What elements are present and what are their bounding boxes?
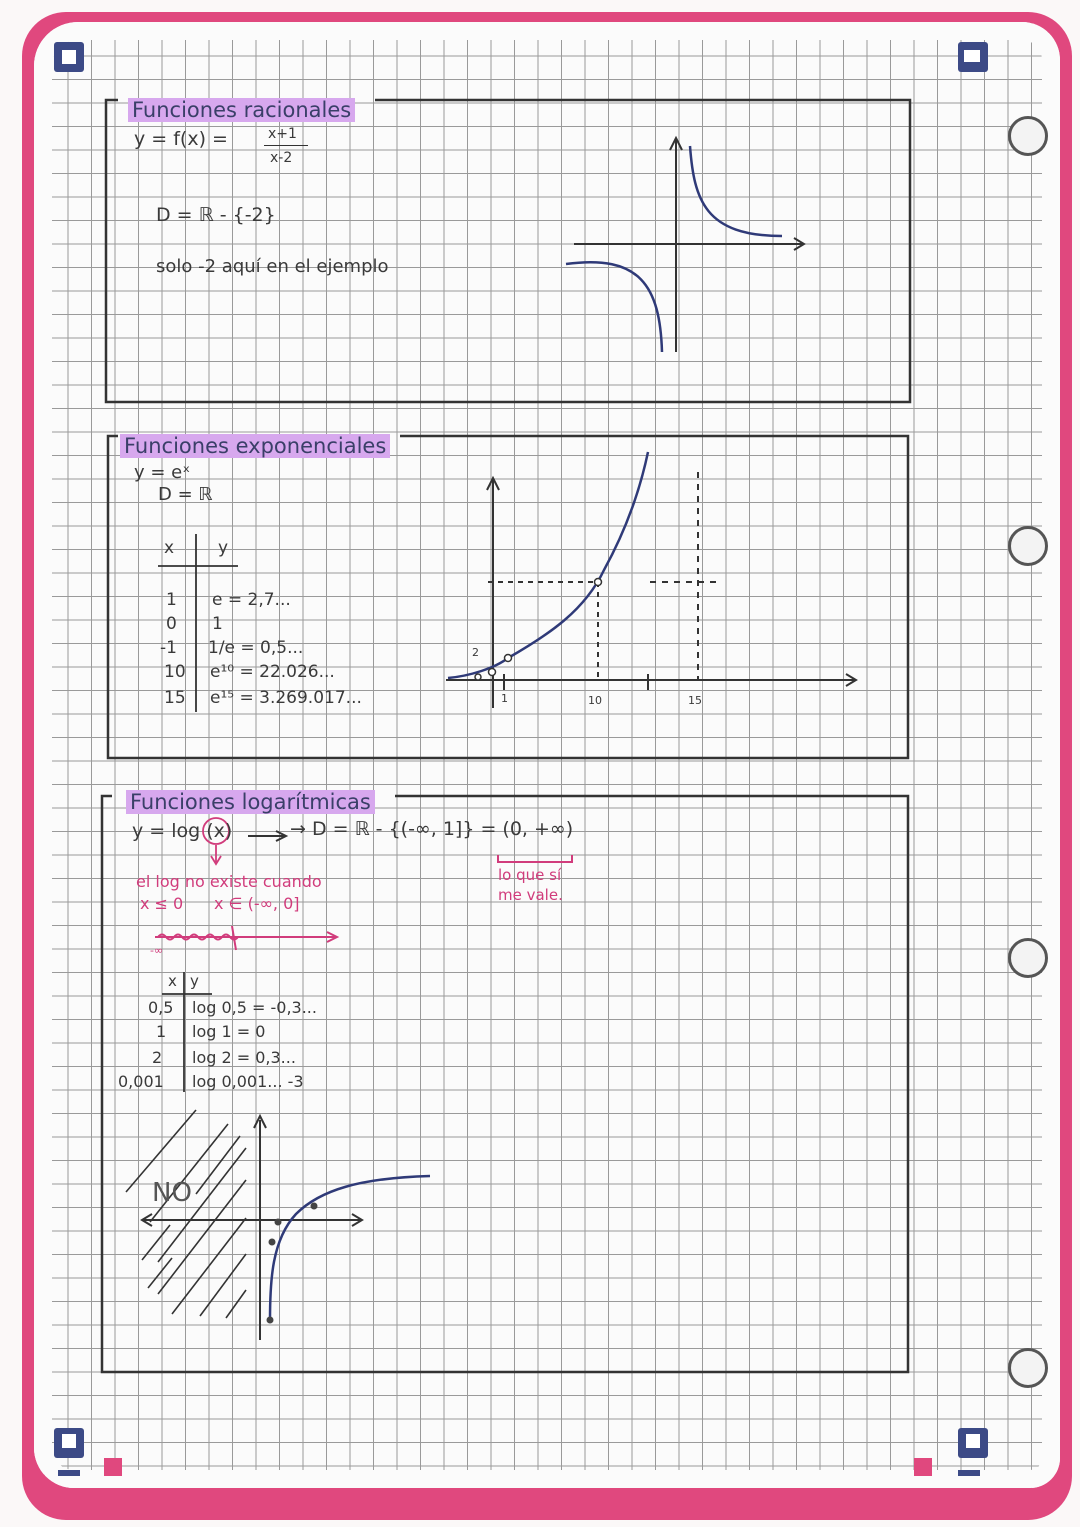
log-row-y: log 2 = 0,3...	[192, 1048, 296, 1067]
exp-row-x: 10	[164, 662, 186, 682]
exp-axis-label-2: 2	[472, 646, 479, 659]
rational-domain: D = ℝ - {-2}	[156, 204, 276, 226]
rational-graph	[574, 138, 804, 352]
rational-denominator: x-2	[270, 150, 293, 166]
exp-row-x: 0	[166, 614, 177, 634]
exp-row-x: 15	[164, 688, 186, 708]
log-row-x: 1	[156, 1022, 167, 1041]
rational-equation-lhs: y = f(x) =	[134, 128, 228, 150]
exp-row-y: e = 2,7...	[212, 590, 291, 610]
exp-row-x: 1	[166, 590, 177, 610]
exp-axis-label-15: 15	[688, 694, 702, 707]
exponential-equation: y = eˣ	[134, 462, 191, 483]
log-note-x-leq-0: x ≤ 0	[140, 894, 184, 913]
rational-numerator: x+1	[268, 126, 297, 142]
exp-table-header-x: x	[164, 538, 175, 558]
exp-axis-label-1: 1	[501, 692, 508, 705]
log-row-x: 2	[152, 1048, 163, 1067]
log-curve	[270, 1176, 430, 1320]
section-title-logaritmicas: Funciones logarítmicas	[126, 790, 375, 814]
log-equation: y = log (x)	[132, 820, 233, 842]
exponential-domain: D = ℝ	[158, 484, 213, 505]
log-note-right-2: me vale.	[498, 886, 563, 904]
log-table-header-x: x	[168, 972, 177, 990]
log-note-line1: el log no existe cuando	[136, 872, 322, 891]
log-number-line	[155, 926, 337, 950]
rational-curve-left	[566, 262, 662, 352]
log-graph-axes	[142, 1116, 362, 1340]
exp-table-header-y: y	[218, 538, 229, 558]
exp-row-y: 1	[212, 614, 223, 634]
exp-row-x: -1	[160, 638, 177, 658]
exp-row-y: e¹⁵ = 3.269.017...	[210, 688, 362, 708]
rational-curve-right	[690, 146, 782, 236]
log-row-x: 0,001	[118, 1072, 164, 1091]
log-row-y: log 1 = 0	[192, 1022, 266, 1041]
fraction-bar	[264, 145, 308, 146]
log-row-y: log 0,5 = -0,3...	[192, 998, 317, 1017]
log-note-interval: x ∈ (-∞, 0]	[214, 894, 300, 913]
number-line-label: -∞	[150, 944, 164, 957]
log-row-y: log 0,001... -3	[192, 1072, 304, 1091]
rational-note: solo -2 aquí en el ejemplo	[156, 256, 389, 277]
exponential-graph	[446, 472, 856, 708]
log-domain: → D = ℝ - {(-∞, 1]} = (0, +∞)	[290, 818, 574, 840]
log-row-x: 0,5	[148, 998, 174, 1017]
no-label: NO	[152, 1178, 192, 1208]
log-note-right-1: lo que sí	[498, 866, 562, 884]
log-graph-hatch	[126, 1110, 246, 1318]
exponential-curve	[448, 452, 648, 678]
domain-arrow	[248, 831, 286, 841]
exp-row-y: e¹⁰ = 22.026...	[210, 662, 335, 682]
log-table-header-y: y	[190, 972, 199, 990]
section-title-racionales: Funciones racionales	[128, 98, 355, 122]
exp-axis-label-10: 10	[588, 694, 602, 707]
exp-row-y: 1/e = 0,5...	[208, 638, 304, 658]
section-title-exponenciales: Funciones exponenciales	[120, 434, 390, 458]
